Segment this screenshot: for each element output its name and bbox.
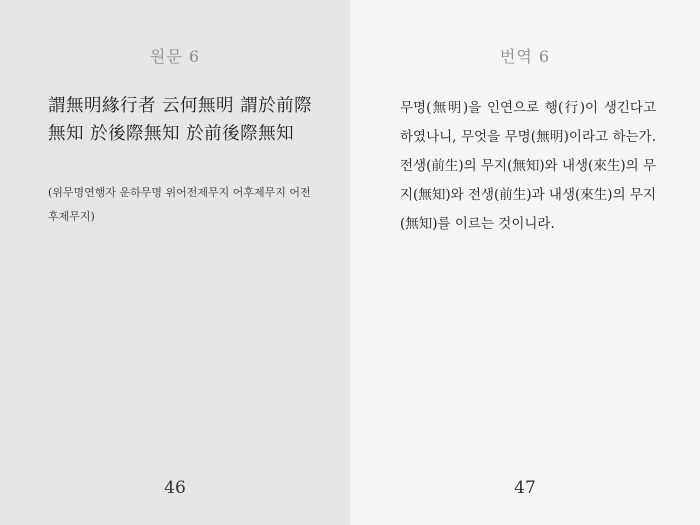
left-page-number: 46 — [164, 478, 186, 498]
translation-heading: 번역 6 — [499, 47, 551, 66]
right-page — [350, 0, 700, 525]
original-text-reading: (위무명연행자 운하무명 위어전제무지 어후제무지 어전후제무지) — [48, 186, 311, 223]
translation-text: 무명(無明)을 인연으로 행(行)이 생긴다고 하였나니, 무엇을 무명(無明)이라고 하는가. 전생(前生)의 무지(無知)와 내생(來生)의 무지(無知)와 전생(前生)과 내생(來生)의 무지(無知)를 이르는 것이니라. — [400, 100, 656, 232]
original-text-heading: 원문 6 — [149, 47, 201, 66]
original-classical-text: 謂無明緣行者 云何無明 謂於前際無知 於後際無知 於前後際無知 — [48, 96, 313, 144]
right-page-number: 47 — [514, 478, 536, 498]
